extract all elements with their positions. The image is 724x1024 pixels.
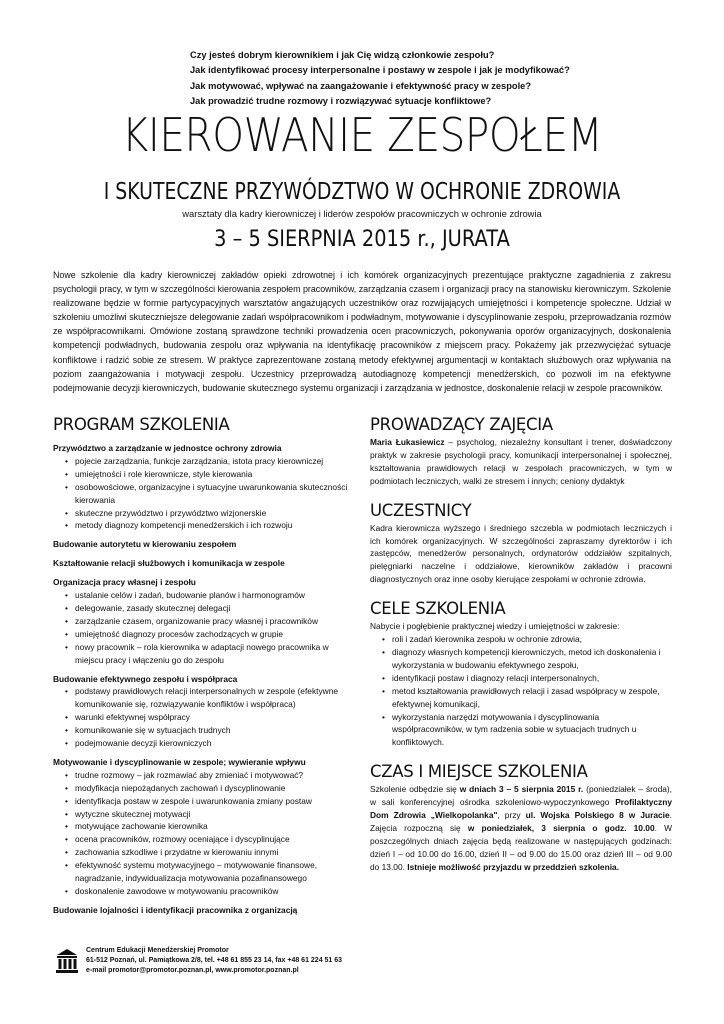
questions bbox=[190, 48, 570, 109]
program-item-list bbox=[53, 685, 353, 750]
participants-text: Kadra kierownicza wyższego i średniego szczebla w podmiotach leczniczych i ich komórek organizacyjnych. W szczególności zapraszamy dyrektorów i ich zastępców, menedżerów personalnych, ordynatorów oddziałów szpitalnych, pielęgniarki naczelne i oddziałowe, kierowników zakładów i pracowni diagnostycznych oraz inne osoby kierujące zespołami w ochronie zdrowia. bbox=[370, 522, 672, 585]
program-item: • modyfikacja niepożądanych zachowań i dyscyplinowanie bbox=[75, 782, 353, 795]
goal-item: • roli i zadań kierownika zespołu w ochronie zdrowia, bbox=[392, 633, 672, 646]
trainer-name: Maria Łukasiewicz bbox=[370, 437, 445, 447]
program-item-list bbox=[53, 769, 353, 898]
building-columns-icon bbox=[56, 948, 78, 974]
footer-contact[interactable]: e-mail promotor@promotor.poznan.pl, www.promotor.poznan.pl bbox=[86, 967, 299, 974]
goals-heading: CELE SZKOLENIA bbox=[370, 599, 506, 619]
program-section-title: Organizacja pracy własnej i zespołu bbox=[53, 577, 196, 588]
program-item: • motywujące zachowanie kierownika bbox=[75, 820, 353, 833]
program-item: • komunikowanie się w sytuacjach trudnych bbox=[75, 724, 353, 737]
page-title: KIEROWANIE ZESPOŁEM bbox=[121, 108, 603, 162]
program-item: • metody diagnozy kompetencji menedżerskich i ich rozwoju bbox=[75, 519, 353, 532]
program-item: • umiejętność diagnozy procesów zachodzących w grupie bbox=[75, 628, 353, 641]
program-section-title: Motywowanie i dyscyplinowanie w zespole; wywieranie wpływu bbox=[53, 756, 306, 767]
program-section-title: Przywództwo a zarządzanie w jednostce ochrony zdrowia bbox=[53, 443, 282, 453]
question: Jak motywować, wpływać na zaangażowanie i efektywność pracy w zespole? bbox=[190, 80, 532, 91]
program-section bbox=[53, 538, 353, 551]
when-heading: CZAS I MIEJSCE SZKOLENIA bbox=[370, 762, 588, 782]
program-item: • identyfikacja postaw w zespole i uwarunkowania zmiany postaw bbox=[75, 795, 353, 808]
program-heading: PROGRAM SZKOLENIA bbox=[53, 415, 230, 434]
trainer-text: Maria Łukasiewicz – psycholog, niezależny konsultant i trener, doświadczony praktyk w zakresie psychologii pracy, komunikacji interpersonalnej i społecznej, kształtowania prawidłowych relacji w zespołach pracowniczych, w tym w podmiotach leczniczych, walki ze stresem i innych; ceniony dydaktyk bbox=[370, 437, 672, 486]
program-section bbox=[53, 673, 353, 750]
page-subtitle: I SKUTECZNE PRZYWÓDZTWO W OCHRONIE ZDROWIA bbox=[103, 179, 621, 205]
program-item: • podejmowanie decyzji kierowniczych bbox=[75, 737, 353, 750]
program-item: • delegowanie, zasady skutecznej delegacji bbox=[75, 602, 353, 615]
tagline: warsztaty dla kadry kierowniczej i liderów zespołów pracowniczych w ochronie zdrowia bbox=[182, 208, 542, 219]
program-section bbox=[53, 576, 353, 666]
program-item: • skuteczne przywództwo i przywództwo wizjonerskie bbox=[75, 507, 353, 520]
program-item-list bbox=[53, 455, 353, 532]
participants-heading: UCZESTNICY bbox=[370, 500, 472, 520]
program-item: • podstawy prawidłowych relacji interpersonalnych w zespole (efektywne komunikowanie się, rozwiązywanie konfliktów i współpraca) bbox=[75, 685, 353, 711]
goal-item: • metod kształtowania prawidłowych relacji i zasad współpracy w zespole, efektywnej komunikacji, bbox=[392, 685, 672, 711]
program-section-title: Budowanie lojalności i identyfikacji pracownika z organizacją bbox=[53, 904, 298, 915]
goal-item: • identyfikacji postaw i diagnozy relacji interpersonalnych, bbox=[392, 672, 672, 685]
program-section-title: Budowanie efektywnego zespołu i współpraca bbox=[53, 673, 238, 684]
question: Jak identyfikować procesy interpersonalne i postawy w zespole i jak je modyfikować? bbox=[190, 65, 570, 76]
program-item: • ustalanie celów i zadań, budowanie planów i harmonogramów bbox=[75, 589, 353, 602]
program-section bbox=[53, 756, 353, 898]
program-item: • zachowania szkodliwe i przydatne w kierowaniu innymi bbox=[75, 846, 353, 859]
when-text: Szkolenie odbędzie się w dniach 3 – 5 sierpnia 2015 r. (poniedziałek – środa), w sali konferencyjnej ośrodka szkoleniowo-wypoczynkowego Profilaktyczny Dom Zdrowia „Wielkopolanka", przy ul. Wojska Polskiego 8 w Juracie. Zajęcia rozpoczną się w poniedziałek, 3 sierpnia o godz. 10.00. W poszczególnych dniach zajęcia będą realizowane w następujących godzinach: dzień I – od 10.00 do 16.00, dzień II – od 9.00 do 15.00 oraz dzień III – od 9.00 do 13.00. Istnieje możliwość przyjazdu w przeddzień szkolenia. bbox=[370, 784, 673, 872]
program-item: • osobowościowe, organizacyjne i sytuacyjne uwarunkowania skuteczności kierowania bbox=[75, 481, 353, 507]
program-item: • warunki efektywnej współpracy bbox=[75, 711, 353, 724]
program-item: • doskonalenie zawodowe w motywowaniu pracowników bbox=[75, 885, 353, 898]
program-item: • pojecie zarządzania, funkcje zarządzania, istota pracy kierowniczej bbox=[75, 455, 353, 468]
info-column bbox=[370, 414, 672, 874]
goals-lead: Nabycie i pogłębienie praktycznej wiedzy i umiejętności w zakresie: bbox=[370, 621, 620, 632]
intro-paragraph: Nowe szkolenie dla kadry kierowniczej zakładów opieki zdrowotnej i ich komórek organizacyjnych prezentujące praktyczne zagadnienia z zakresu psychologii pracy, w tym w szczególności kierowania zespołem pracowników, zarządzania czasem i organizacji pracy na stanowisku kierowniczym. Szkolenie realizowane będzie w formie partycypacyjnych warsztatów angażujących uczestników oraz rozwijających umiejętności i kompetencje społeczne. Udział w szkoleniu umożliwi skuteczniejsze delegowanie zadań współpracownikom i podwładnym, motywowanie i dyscyplinowanie zespołu, przeprowadzania rozmów ze współpracownikami. Omówione zostaną sprawdzone techniki prowadzenia ocen pracowniczych, pokonywania oporów organizacyjnych, doskonalenia kompetencji podwładnych, budowania zespołu oraz wpływania na identyfikację pracowników z miejscem pracy. Pokażemy jak przezwyciężać sytuacje konfliktowe i radzić sobie ze stresem. W praktyce zaprezentowane zostaną metody efektywnej argumentacji w kontaktach służbowych oraz wpływania na poziom zaangażowania i motywacji zespołu. Uczestnicy przeprowadzą autodiagnozę kompetencji menedżerskich, co pozwoli im na efektywne podejmowanie decyzji kierowniczych, budowanie skutecznego systemu organizacji i zarządzania w jednostce, doskonalenie relacji w zespole pracowników. bbox=[53, 270, 671, 393]
program-section-title: Kształtowanie relacji służbowych i komunikacja w zespole bbox=[53, 558, 285, 569]
program-section-title: Budowanie autorytetu w kierowaniu zespołem bbox=[53, 539, 237, 550]
goal-item: • wykorzystania narzędzi motywowania i dyscyplinowania współpracowników, w tym radzenia sobie w sytuacjach trudnych u konfliktowych. bbox=[392, 711, 672, 750]
question: Czy jesteś dobrym kierownikiem i jak Cię widzą członkowie zespołu? bbox=[190, 50, 495, 60]
event-date: 3 – 5 SIERPNIA 2015 r., JURATA bbox=[214, 227, 510, 252]
program-item: • ocena pracowników, rozmowy oceniające i dyscyplinujące bbox=[75, 833, 353, 846]
program-item: • wytyczne skutecznej motywacji bbox=[75, 808, 353, 821]
goal-item: • diagnozy własnych kompetencji kierowniczych, metod ich doskonalenia i wykorzystania w budowaniu efektywnego zespołu, bbox=[392, 646, 672, 672]
program-item: • efektywność systemu motywacyjnego – motywowanie finansowe, nagradzanie, indywidualizacja motywowania pozafinansowego bbox=[75, 859, 353, 885]
program-section bbox=[53, 904, 353, 917]
program-sections bbox=[53, 442, 353, 917]
program-section bbox=[53, 442, 353, 532]
question: Jak prowadzić trudne rozmowy i rozwiązywać sytuacje konfliktowe? bbox=[190, 95, 492, 106]
goals-list bbox=[370, 633, 672, 749]
program-item: • zarządzanie czasem, organizowanie pracy własnej i pracowników bbox=[75, 615, 353, 628]
program-section bbox=[53, 557, 353, 570]
footer-org: Centrum Edukacji Menedżerskiej Promotor bbox=[86, 947, 229, 954]
program-item-list bbox=[53, 589, 353, 666]
program-item: • umiejętności i role kierownicze, style kierowania bbox=[75, 468, 353, 481]
program-item: • nowy pracownik – rola kierownika w adaptacji nowego pracownika w miejscu pracy i włączeniu go do zespołu bbox=[75, 641, 353, 667]
footer-address: 61-512 Poznań, ul. Pamiątkowa 2/8, tel. +48 61 855 23 14, fax +48 61 224 51 63 bbox=[86, 957, 343, 964]
program-column bbox=[53, 414, 353, 917]
program-item: • trudne rozmowy – jak rozmawiać aby zmieniać i motywować? bbox=[75, 769, 353, 782]
trainer-heading: PROWADZĄCY ZAJĘCIA bbox=[370, 415, 553, 434]
